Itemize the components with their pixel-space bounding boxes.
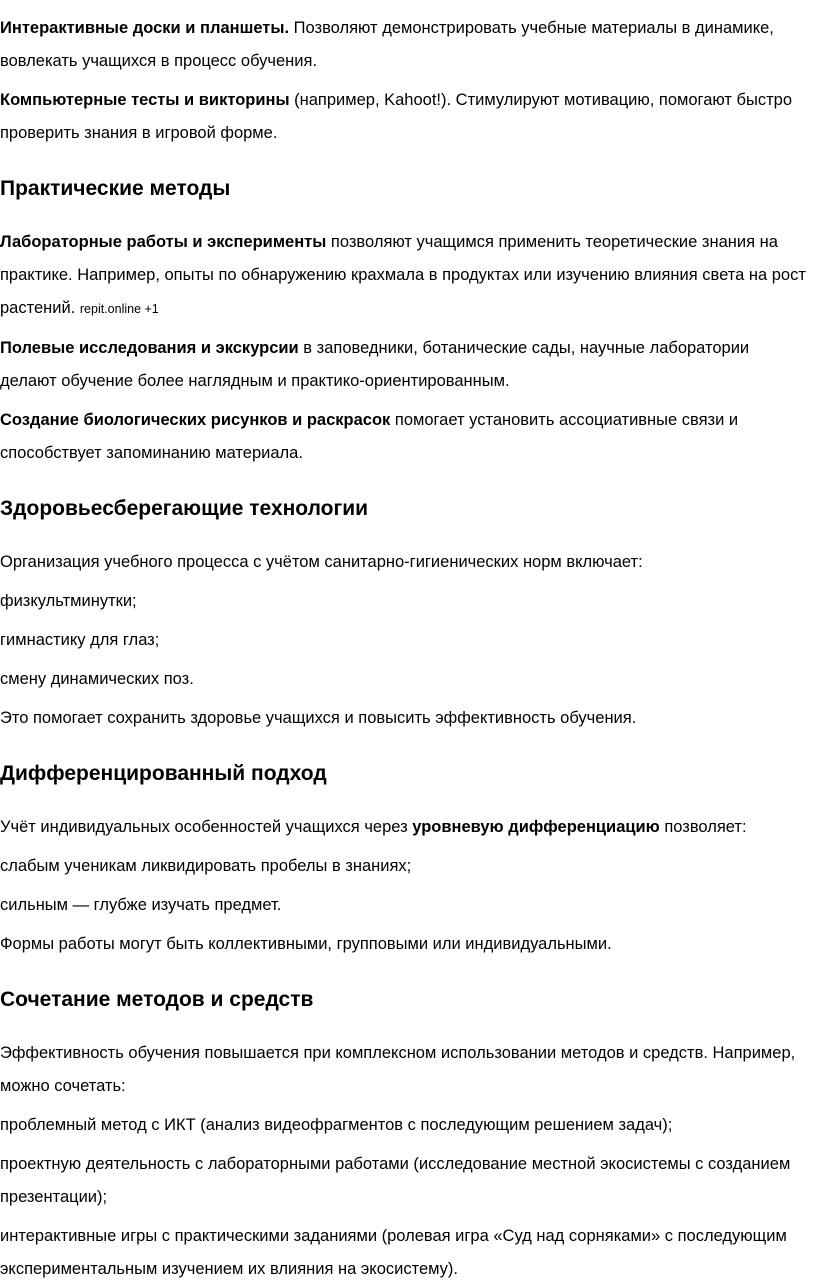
paragraph-computer-tests (0, 84, 816, 150)
heading-practical-methods: Практические методы (0, 177, 231, 200)
paragraph-text: (например, Kahoot!). Стимулируют мотивацию, помогают быстро проверить знания в игровой форме. (0, 91, 792, 142)
paragraph-combo-intro: Эффективность обучения повышается при комплексном использовании методов и средств. Например, можно сочетать: (0, 1044, 796, 1095)
paragraph-text: позволяют учащимся применить теоретические знания на практике. Например, опыты по обнаружению крахмала в продуктах или изучению влияния света на рост растений. (0, 233, 806, 317)
term-interactive-boards: Интерактивные доски и планшеты. (0, 19, 290, 37)
list-item-strong-students: сильным — глубже изучать предмет. (0, 896, 282, 914)
heading-methods-combination: Сочетание методов и средств (0, 988, 314, 1011)
paragraph-work-forms: Формы работы могут быть коллективными, групповыми или индивидуальными. (0, 935, 612, 953)
paragraph-text: Позволяют демонстрировать учебные материалы в динамике, вовлекать учащихся в процесс обучения. (0, 19, 774, 70)
list-item-games-practice: интерактивные игры с практическими заданиями (ролевая игра «Суд над сорняками» с последующим экспериментальным изучением их влияния на экосистему). (0, 1227, 787, 1278)
list-item-problem-ict: проблемный метод с ИКТ (анализ видеофрагментов с последующим решением задач); (0, 1116, 673, 1134)
source-link[interactable]: repit.online +1 (79, 302, 159, 316)
term-computer-tests: Компьютерные тесты и викторины (0, 91, 290, 109)
paragraph-lab-works (0, 226, 816, 326)
paragraph-text: Учёт индивидуальных особенностей учащихся через (0, 818, 413, 836)
term-lab-works: Лабораторные работы и эксперименты (0, 233, 327, 251)
term-level-differentiation: уровневую дифференциацию (412, 818, 660, 836)
list-item-weak-students: слабым ученикам ликвидировать пробелы в знаниях; (0, 857, 412, 875)
paragraph-text: в заповедники, ботанические сады, научные лаборатории делают обучение более наглядным и практико-ориентированным. (0, 339, 750, 390)
heading-differentiated-approach: Дифференцированный подход (0, 762, 327, 785)
paragraph-text: позволяет: (659, 818, 747, 836)
paragraph-health-result: Это помогает сохранить здоровье учащихся и повысить эффективность обучения. (0, 709, 637, 727)
paragraph-diff-intro (0, 811, 816, 844)
list-item-exercise: физкультминутки; (0, 592, 137, 610)
list-item-poses: смену динамических поз. (0, 670, 194, 688)
paragraph-drawings (0, 404, 816, 470)
paragraph-field-research (0, 332, 816, 398)
paragraph-text: помогает установить ассоциативные связи и способствует запоминанию материала. (0, 411, 739, 462)
list-item-project-lab: проектную деятельность с лабораторными работами (исследование местной экосистемы с созданием презентации); (0, 1155, 791, 1206)
paragraph-health-intro: Организация учебного процесса с учётом санитарно-гигиенических норм включает: (0, 553, 643, 571)
term-field-research: Полевые исследования и экскурсии (0, 339, 299, 357)
heading-health-technologies: Здоровьесберегающие технологии (0, 497, 369, 520)
term-drawings: Создание биологических рисунков и раскрасок (0, 411, 391, 429)
paragraph-interactive-boards (0, 12, 816, 78)
list-item-eye-gym: гимнастику для глаз; (0, 631, 160, 649)
